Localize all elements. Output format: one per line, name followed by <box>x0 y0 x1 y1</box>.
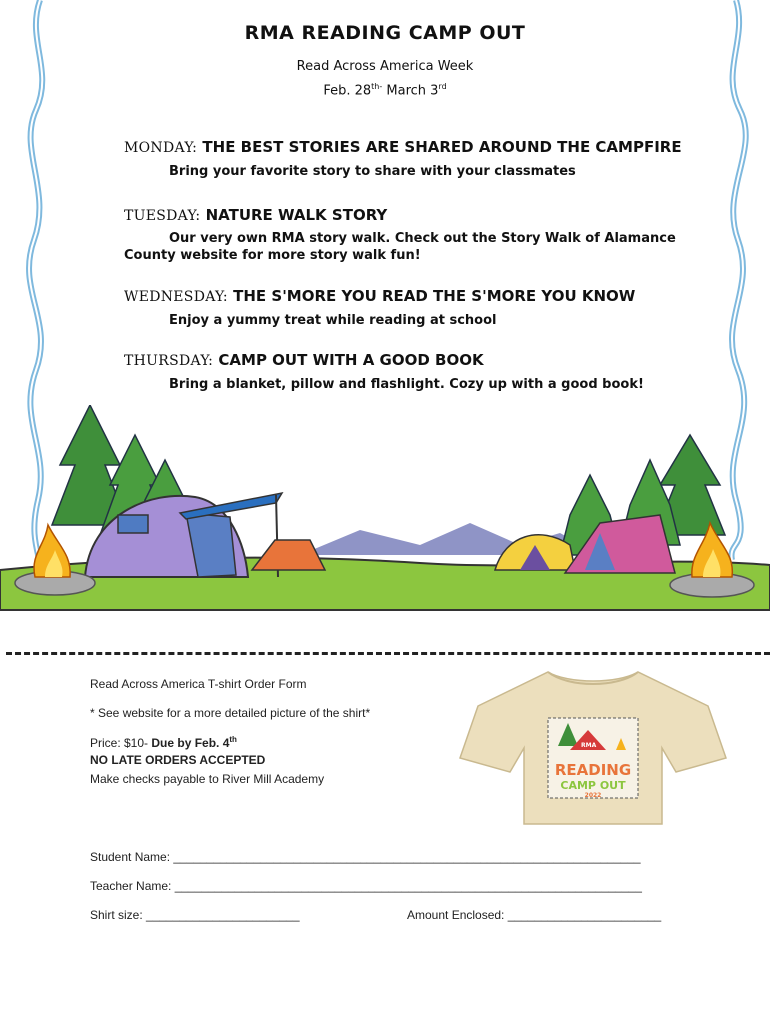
day-wednesday-desc <box>124 312 684 329</box>
day-name: THURSDAY: <box>124 353 214 369</box>
day-tuesday-desc <box>124 230 684 264</box>
teacher-name-field[interactable]: Teacher Name: ______________________________________________________________________ <box>90 879 642 893</box>
date-end-sup: rd <box>438 82 447 91</box>
day-wednesday-heading <box>124 287 635 305</box>
checks-payable: Make checks payable to River Mill Academy <box>90 772 325 786</box>
day-theme: NATURE WALK STORY <box>205 206 388 224</box>
price-label: Price: $10- <box>90 736 152 750</box>
order-form-heading: Read Across America T-shirt Order Form <box>90 677 307 691</box>
shirt-logo-text: RMA <box>581 742 597 749</box>
campsite-illustration <box>0 405 770 615</box>
day-theme: THE BEST STORIES ARE SHARED AROUND THE CAMPFIRE <box>202 138 682 156</box>
price-due-sup: th <box>229 735 237 744</box>
day-thursday-desc <box>124 376 684 393</box>
date-start-sup: th- <box>371 82 383 91</box>
amount-enclosed-field[interactable]: Amount Enclosed: _______________________ <box>407 908 662 922</box>
day-name: MONDAY: <box>124 140 198 156</box>
day-tuesday-heading <box>124 206 387 224</box>
date-start: Feb. 28 <box>323 83 372 99</box>
flyer-subtitle: Read Across America Week <box>296 59 474 74</box>
tshirt-image <box>458 668 728 826</box>
day-theme: CAMP OUT WITH A GOOD BOOK <box>218 351 484 369</box>
day-desc-text: Bring a blanket, pillow and flashlight. Cozy up with a good book! <box>169 377 644 392</box>
no-late-orders: NO LATE ORDERS ACCEPTED <box>90 753 266 767</box>
order-form-note: * See website for a more detailed picture of the shirt* <box>90 706 371 720</box>
shirt-year-text: 2022 <box>584 792 602 799</box>
day-desc-text: Bring your favorite story to share with your classmates <box>169 164 576 179</box>
day-desc-text: Our very own RMA story walk. Check out the Story Walk of Alamance County website for more story walk fun! <box>124 231 676 263</box>
price-due: Due by Feb. 4 <box>151 736 230 750</box>
day-name: WEDNESDAY: <box>124 289 228 305</box>
day-theme: THE S'MORE YOU READ THE S'MORE YOU KNOW <box>233 287 636 305</box>
order-form-price <box>90 735 237 750</box>
cut-line-divider <box>6 652 770 655</box>
shirt-campout-text: CAMP OUT <box>560 779 626 792</box>
flyer-title: RMA READING CAMP OUT <box>244 22 526 44</box>
day-name: TUESDAY: <box>124 208 201 224</box>
shirt-reading-text: READING <box>554 761 632 779</box>
day-monday-desc <box>124 163 684 180</box>
day-thursday-heading <box>124 351 484 369</box>
shirt-size-field[interactable]: Shirt size: _______________________ <box>90 908 300 922</box>
flyer-dates <box>0 82 770 98</box>
day-desc-text: Enjoy a yummy treat while reading at school <box>169 313 497 328</box>
date-end: March 3 <box>382 83 439 99</box>
day-monday-heading <box>124 138 682 156</box>
student-name-field[interactable]: Student Name: ______________________________________________________________________ <box>90 850 641 864</box>
